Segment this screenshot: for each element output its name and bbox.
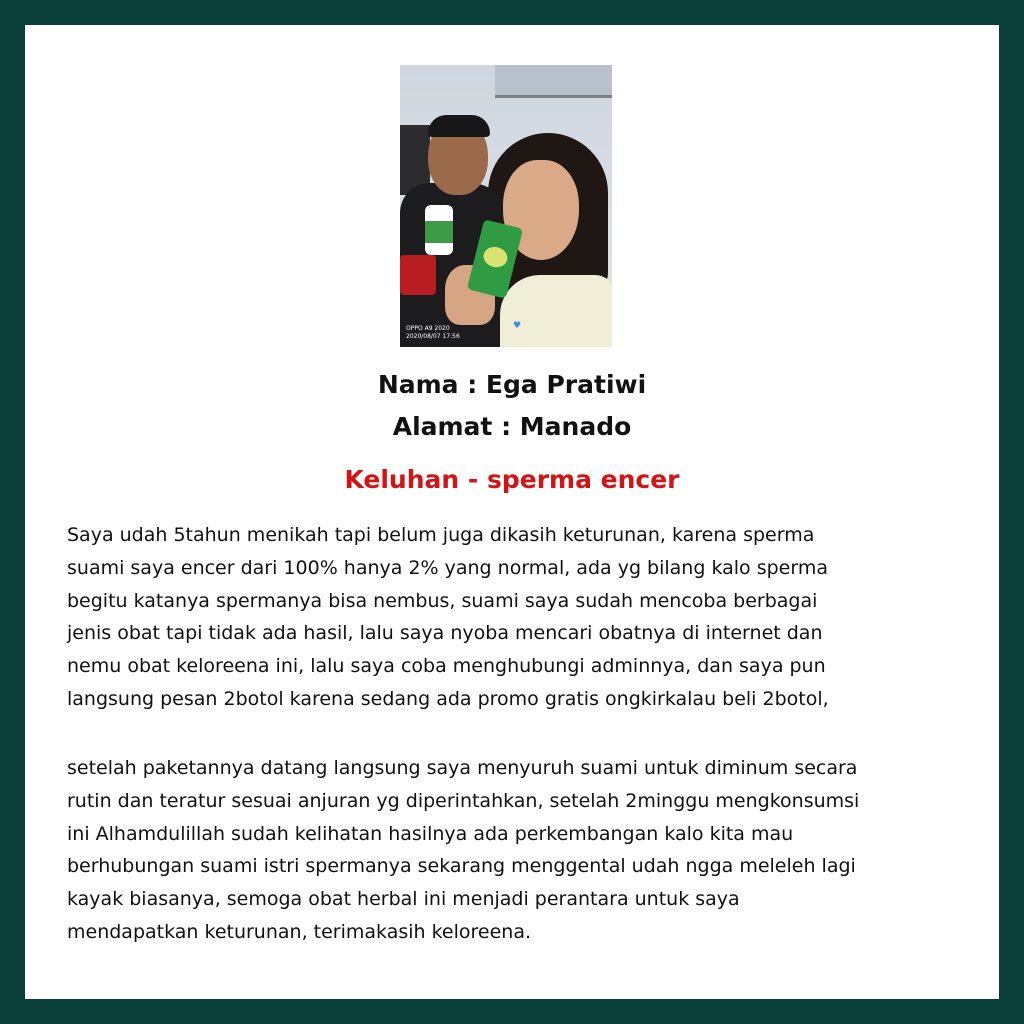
customer-address: Alamat : Manado (392, 412, 632, 441)
photo-shirt-print (400, 255, 436, 295)
camera-stamp: OPPO A9 2020 (406, 325, 450, 332)
paragraph-line: berhubungan suami istri spermanya sekarang menggental udah ngga meleleh lagi (67, 855, 856, 878)
product-bottle-small (425, 205, 453, 255)
paragraph-line: nemu obat keloreena ini, lalu saya coba menghubungi adminnya, dan saya pun (67, 655, 826, 678)
date-stamp: 2020/08/07 17:56 (406, 333, 460, 340)
paragraph-line: langsung pesan 2botol karena sedang ada promo gratis ongkirkalau beli 2botol, (67, 687, 829, 710)
paragraph-line: kayak biasanya, semoga obat herbal ini menjadi perantara untuk saya (67, 888, 740, 911)
testimonial-paragraph-1 (67, 519, 967, 716)
testimonial-paragraph-2 (67, 752, 967, 949)
paragraph-line: rutin dan teratur sesuai anjuran yg diperintahkan, setelah 2minggu mengkonsumsi (67, 789, 860, 812)
paragraph-line: ini Alhamdulillah sudah kelihatan hasilnya ada perkembangan kalo kita mau (67, 822, 794, 845)
paragraph-line: Saya udah 5tahun menikah tapi belum juga dikasih keturunan, karena sperma (67, 524, 815, 546)
photo-window (495, 65, 612, 98)
paragraph-line: jenis obat tapi tidak ada hasil, lalu saya nyoba mencari obatnya di internet dan (67, 622, 823, 645)
heart-icon: ♥ (513, 321, 522, 331)
camera-watermark (406, 325, 460, 341)
paragraph-line: mendapatkan keturunan, terimakasih keloreena. (67, 920, 532, 943)
photo-man-hair (428, 115, 490, 137)
paragraph-line: setelah paketannya datang langsung saya menyuruh suami untuk diminum secara (67, 757, 858, 779)
testimonial-card (25, 25, 999, 999)
photo-woman-body (500, 275, 612, 347)
paragraph-line: suami saya encer dari 100% hanya 2% yang normal, ada yg bilang kalo sperma (67, 556, 828, 579)
complaint-heading: Keluhan - sperma encer (344, 465, 680, 494)
paragraph-line: begitu katanya spermanya bisa nembus, suami saya sudah mencoba berbagai (67, 589, 818, 612)
customer-photo (400, 65, 612, 347)
customer-name: Nama : Ega Pratiwi (377, 370, 647, 399)
